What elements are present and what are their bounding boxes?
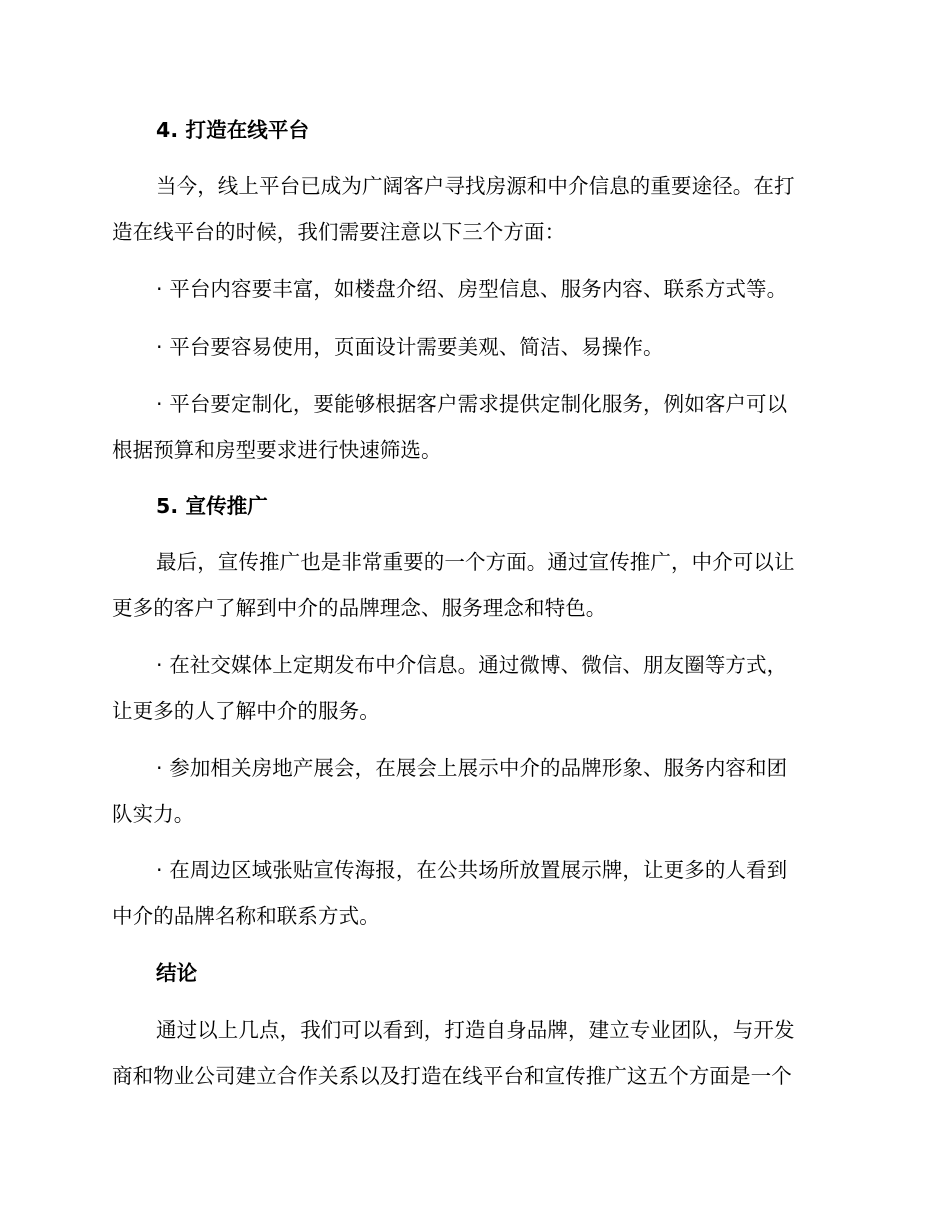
paragraph-line: 最后，宣传推广也是非常重要的一个方面。通过宣传推广，中介可以让 (156, 550, 795, 574)
bullet-item: · 在社交媒体上定期发布中介信息。通过微博、微信、朋友圈等方式， (156, 653, 788, 677)
bullet-item: · 平台内容要丰富，如楼盘介绍、房型信息、服务内容、联系方式等。 (156, 277, 788, 301)
section-heading-online-platform: 4. 打造在线平台 (156, 118, 310, 142)
paragraph-line: 商和物业公司建立合作关系以及打造在线平台和宣传推广这五个方面是一个 (112, 1064, 792, 1088)
section-heading-promotion: 5. 宣传推广 (156, 494, 268, 518)
bullet-item: · 在周边区域张贴宣传海报，在公共场所放置展示牌，让更多的人看到 (156, 858, 788, 882)
bullet-item-continuation: 根据预算和房型要求进行快速筛选。 (112, 438, 442, 462)
paragraph-line: 更多的客户了解到中介的品牌理念、服务理念和特色。 (112, 596, 607, 620)
bullet-item: · 平台要定制化，要能够根据客户需求提供定制化服务，例如客户可以 (156, 392, 788, 416)
bullet-item: · 平台要容易使用，页面设计需要美观、简洁、易操作。 (156, 335, 664, 359)
bullet-item-continuation: 中介的品牌名称和联系方式。 (112, 904, 380, 928)
bullet-item-continuation: 让更多的人了解中介的服务。 (112, 699, 380, 723)
paragraph-line: 通过以上几点，我们可以看到，打造自身品牌，建立专业团队，与开发 (156, 1018, 795, 1042)
paragraph-line: 当今，线上平台已成为广阔客户寻找房源和中介信息的重要途径。在打 (156, 174, 795, 198)
section-heading-conclusion: 结论 (156, 961, 198, 985)
bullet-item-continuation: 队实力。 (112, 802, 195, 826)
bullet-item: · 参加相关房地产展会，在展会上展示中介的品牌形象、服务内容和团 (156, 756, 788, 780)
paragraph-line: 造在线平台的时候，我们需要注意以下三个方面： (112, 220, 566, 244)
